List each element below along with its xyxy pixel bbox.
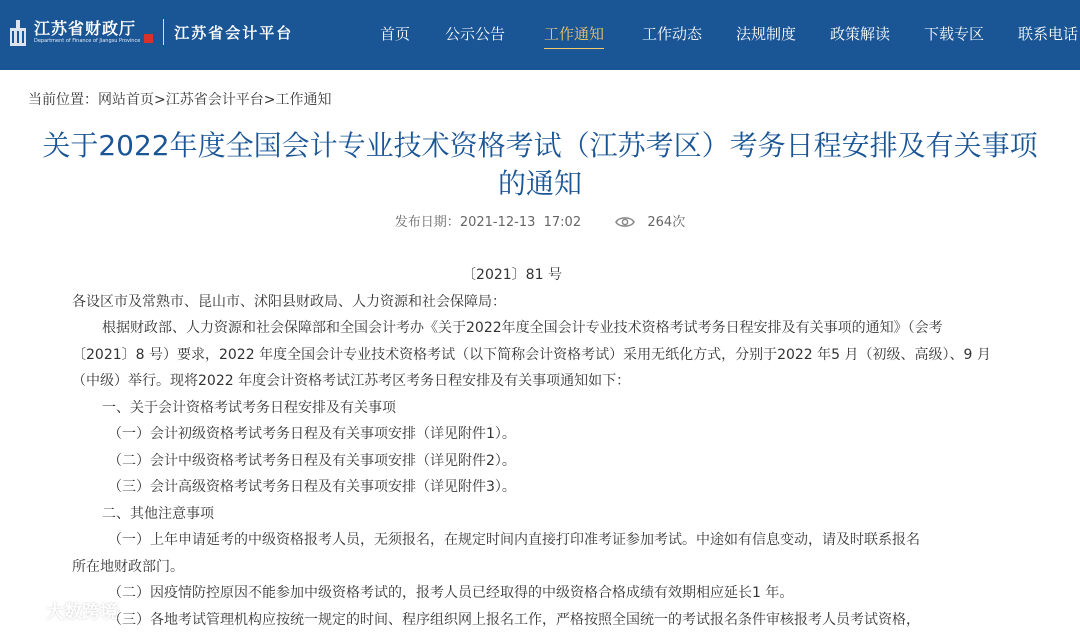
nav-item-regulations[interactable]: 法规制度: [736, 25, 797, 43]
salutation: 各设区市及常熟市、昆山市、沭阳县财政局、人力资源和社会保障局：: [72, 293, 506, 310]
breadcrumb-separator: >: [263, 92, 276, 108]
article-meta: [0, 211, 1080, 230]
breadcrumb-home-link[interactable]: 网站首页: [98, 92, 154, 108]
watermark: [6, 598, 118, 624]
eye-icon: [615, 215, 635, 229]
breadcrumb-prefix: 当前位置：: [28, 92, 98, 108]
nav-item-announcements[interactable]: 公示公告: [445, 25, 506, 43]
list-item: （二）因疫情防控原因不能参加中级资格考试的，报考人员已经取得的中级资格合格成绩有效期相应延长1 年。: [108, 585, 794, 601]
logo-subtitle: Department of Finance of Jiangsu Province: [34, 37, 141, 44]
doc-number: 〔2021〕81 号: [462, 267, 562, 283]
publish-label: 发布日期：: [394, 215, 460, 230]
list-item: （二）会计中级资格考试考务日程及有关事项安排（详见附件2）。: [108, 452, 516, 469]
body-paragraph: 所在地财政部门。: [72, 558, 184, 575]
body-paragraph: 根据财政部、人力资源和社会保障部和全国会计考办《关于2022年度全国会计专业技术资格考试考务日程安排及有关事项的通知》（会考: [102, 320, 943, 336]
list-item: （三）会计高级资格考试考务日程及有关事项安排（详见附件3）。: [108, 479, 516, 495]
nav-item-work-notices[interactable]: 工作通知: [544, 23, 604, 49]
logo-title: 江苏省财政厅: [34, 18, 137, 38]
list-item: （三）各地考试管理机构应按统一规定的时间、程序组织网上报名工作，严格按照全国统一的考试报名条件审核报考人员考试资格，: [108, 611, 920, 628]
body-paragraph: 〔2021〕8 号）要求，2022 年度全国会计专业技术资格考试（以下简称会计资格考试）采用无纸化方式，分别于2022 年5 月（初级、高级）、9 月: [72, 346, 991, 363]
body-paragraph: （中级）举行。现将2022 年度会计资格考试江苏考区考务日程安排及有关事项通知如下：: [72, 373, 631, 389]
section-heading: 二、其他注意事项: [102, 505, 214, 522]
nav-item-downloads[interactable]: 下载专区: [924, 25, 985, 43]
nav-item-work-news[interactable]: 工作动态: [642, 25, 703, 43]
view-count: 264次: [647, 215, 686, 230]
site-header: [0, 0, 1080, 70]
article-title: 关于2022年度全国会计专业技术资格考试（江苏考区）考务日程安排及有关事项的通知: [42, 129, 1038, 200]
main-nav: [0, 0, 1080, 70]
breadcrumb-platform-link[interactable]: 江苏省会计平台: [165, 92, 264, 108]
nav-item-policy-interpretation[interactable]: 政策解读: [830, 25, 891, 43]
publish-date: 2021-12-13 17:02: [459, 215, 582, 230]
breadcrumb: [28, 89, 331, 109]
list-item: （一）上年申请延考的中级资格报考人员，无须报名，在规定时间内直接打印准考证参加考试。中途如有信息变动，请及时联系报名: [108, 532, 920, 548]
list-item: （一）会计初级资格考试考务日程及有关事项安排（详见附件1）。: [108, 426, 516, 442]
nav-item-contact[interactable]: 联系电话: [1018, 25, 1079, 43]
watermark-text: 大数跨境: [46, 602, 118, 623]
watermark-logo-icon: [6, 600, 46, 622]
breadcrumb-current-link[interactable]: 工作通知: [275, 92, 332, 108]
breadcrumb-separator: >: [154, 92, 166, 108]
platform-name: 江苏省会计平台: [174, 23, 294, 42]
section-heading: 一、关于会计资格考试考务日程安排及有关事项: [102, 399, 396, 416]
article-body: [72, 262, 991, 633]
nav-item-home[interactable]: 首页: [380, 25, 411, 43]
